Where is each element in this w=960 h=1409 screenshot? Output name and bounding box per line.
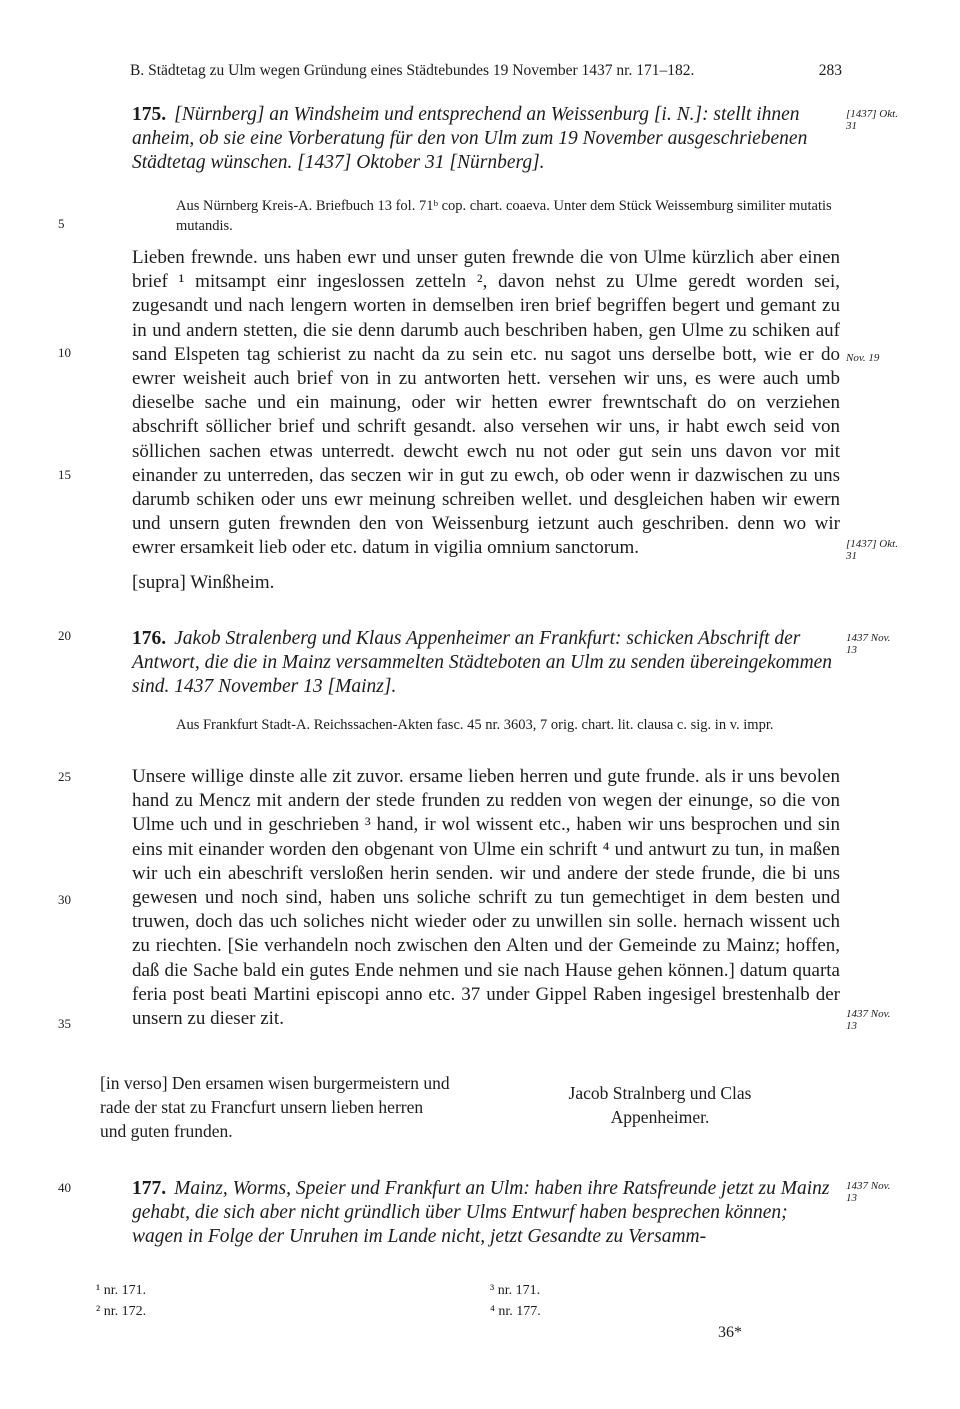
line-number: 25 [58, 769, 71, 784]
line-number: 20 [58, 628, 71, 643]
doc177-number: 177. [132, 1178, 167, 1199]
line-number: 40 [58, 1180, 71, 1195]
doc176-title: Jakob Stralenberg und Klaus Appenheimer an Frankfurt: schicken Abschrift der Antwort, die die in Mainz versammelten Städteboten an Ulm zu senden übereingekommen sind. 1437 November 13 [Mainz]. [132, 628, 833, 697]
doc176-margin-date: 1437 Nov. 13 [846, 632, 891, 656]
signature-mark: 36* [718, 1324, 742, 1341]
doc175-address: [supra] Winßheim. [132, 572, 275, 593]
doc177-title: Mainz, Worms, Speier und Frankfurt an Ulm: haben ihre Ratsfreunde jetzt zu Mainz gehabt, die sich aber nicht gründlich über Ulms Entwurf haben besprechen können; wagen in Folge der Unruhen im Lande nicht, jetzt Gesandte zu Versamm- [132, 1178, 830, 1247]
doc176-margin-date-end: 1437 Nov. 13 [846, 1008, 891, 1032]
doc177-heading [132, 1177, 840, 1249]
footnote-2: ² nr. 172. [96, 1304, 147, 1319]
doc176-source: Aus Frankfurt Stadt-A. Reichssachen-Akten fasc. 45 nr. 3603, 7 orig. chart. lit. clausa c. sig. in v. impr. [176, 717, 774, 733]
page-number: 283 [818, 62, 842, 79]
doc176-heading [132, 627, 840, 699]
footnote-3: ³ nr. 171. [490, 1283, 541, 1298]
doc175-margin-nov19: Nov. 19 [846, 352, 880, 364]
doc176-text: Unsere willige dinste alle zit zuvor. ersame lieben herren und gute frunde. als ir uns bevolen hand zu Mencz mit andern der stede frunden zu redden von wegen der einunge, so die von Ulme uch und in geschrieben ³ hand, ir wol wissent etc., haben wir uns besprochen und sin eins mit einander worden den obgenant von Ulme ein schrift ⁴ und antwurt zu tun, in maßen wir uch ein abeschrift versloßen herin senden. wir und andere der stede frunde, die bi uns gewesen und noch sind, haben uns soliche schrift zu tun gemechtiget in dem besten und truwen, doch das uch soliches nicht wieder oder zu unwillen sin solle. hernach wissent uch zu riechten. [Sie verhandeln noch zwischen den Alten und der Gemeinde zu Mainz; hoffen, daß die Sache bald ein gutes Ende nehmen und sie nach Hause gehen können.] datum quarta feria post beati Martini episcopi anno etc. 37 under Gippel Raben ingesigel brestenhalb der unsern zu dieser zit. [132, 766, 840, 1030]
doc175-number: 175. [132, 104, 167, 125]
doc175-title: [Nürnberg] an Windsheim und entsprechend an Weissenburg [i. N.]: stellt ihnen anheim, ob sie eine Vorberatung für den von Ulm zum 19 November ausgeschriebenen Städtetag wünschen. [1437] Oktober 31 [Nürnberg]. [132, 104, 808, 173]
line-number: 5 [58, 216, 65, 231]
doc175-text: Lieben frewnde. uns haben ewr und unser guten frewnde die von Ulme kürzlich aber einen brief ¹ mitsampt einr ingeslossen zetteln ², davon nehst zu Ulme geredt worden sei, zugesandt und nach lengern worten in demselben iren brief begriffen begert und gemant zu in und andern stetten, die sie denn darumb auch beschriben haben, gen Ulme zu schiken auf sand Elspeten tag schierist zu nacht da zu sein etc. nu sagot uns derselbe bott, wie er do ewrer weisheit auch brief von in zu antworten hett. versehen wir uns, es were auch umb dieselbe sache und ein mainung, oder wir hetten ewrer frewntschaft do on verziehen abschrift söllicher brief und schrift gesandt. also versehen wir uns, ir habt ewch seid von söllichen sachen etwas unterredt. dewcht ewch nu not oder gut sein uns davon vor mit einander zu unterreden, das seczen wir in gut zu ewch, ob oder wenn ir dazwischen zu uns darumb schiken oder uns ewr meinung schreiben wellet. und desgleichen haben wir ewern und unsern guten frewnden den von Weissenburg ietzunt auch geschriben. denn wo wir ewrer ersamkeit lieb oder etc. datum in vigilia omnium sanctorum. [132, 247, 840, 559]
doc176-verso: [in verso] Den ersamen wisen burgermeistern und rade der stat zu Francfurt unsern lieben herren und guten frunden. [100, 1073, 450, 1141]
line-number: 15 [58, 467, 71, 482]
footnote-4: ⁴ nr. 177. [490, 1304, 541, 1319]
doc175-source: Aus Nürnberg Kreis-A. Briefbuch 13 fol. 71ᵇ cop. chart. coaeva. Unter dem Stück Weissemburg similiter mutatis mutandis. [176, 198, 832, 234]
doc176-number: 176. [132, 628, 167, 649]
doc175-margin-date-end: [1437] Okt. 31 [846, 538, 898, 562]
line-number: 30 [58, 892, 71, 907]
doc175-margin-date: [1437] Okt. 31 [846, 108, 898, 132]
doc177-margin-date: 1437 Nov. 13 [846, 1180, 891, 1204]
running-title: B. Städtetag zu Ulm wegen Gründung eines Städtebundes 19 November 1437 nr. 171–182. [130, 62, 695, 79]
doc176-signature: Jacob Stralnberg und Clas Appenheimer. [568, 1083, 752, 1127]
footnote-1: ¹ nr. 171. [96, 1283, 147, 1298]
line-number: 35 [58, 1016, 71, 1031]
line-number: 10 [58, 345, 71, 360]
running-header [130, 62, 842, 80]
doc175-heading [132, 103, 840, 175]
